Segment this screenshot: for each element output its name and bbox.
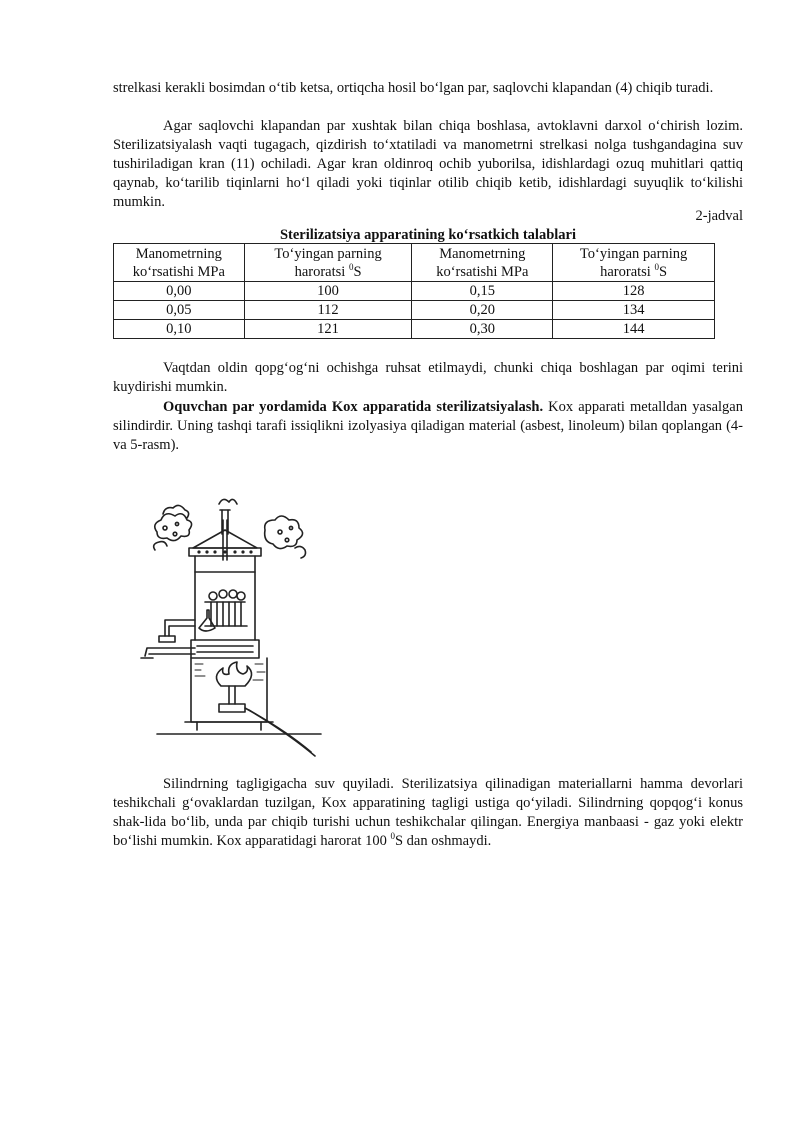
degree-superscript: 0 bbox=[348, 261, 354, 272]
table-cell: 0,15 bbox=[412, 282, 553, 301]
degree-superscript: 0 bbox=[390, 831, 395, 841]
degree-superscript: 0 bbox=[654, 261, 659, 272]
header-line: Manometrning bbox=[439, 245, 526, 262]
bold-heading: Oquvchan par yordamida Kox apparatida sterilizatsiyalash. bbox=[163, 399, 544, 415]
paragraph-1: strelkasi kerakli bosimdan o‘tib ketsa, ortiqcha hosil bo‘lgan par, saqlovchi klapandan (4) chiqib turadi. bbox=[113, 80, 714, 96]
table-row bbox=[114, 282, 715, 301]
header-line: ko‘rsatishi MPa bbox=[436, 263, 529, 280]
unit-letter: S bbox=[353, 263, 362, 280]
table-cell: 112 bbox=[244, 301, 412, 320]
header-cell-pressure-1 bbox=[114, 244, 245, 282]
table-row bbox=[114, 320, 715, 339]
table-header-row bbox=[114, 244, 715, 282]
header-line: To‘yingan parning bbox=[274, 245, 382, 262]
table-cell: 144 bbox=[553, 320, 715, 339]
table-cell: 0,00 bbox=[114, 282, 245, 301]
paragraph-5-text: Silindrning tagligigacha suv quyiladi. Sterilizatsiya qilinadigan materiallarni hamma devorlari teshikchali g‘ovaklardan tuzilgan, Kox apparatining tagligi ustiga qo‘yiladi. Silindrning qopqog‘i konus shak-lida bo‘lib, unda par chiqib turishi uchun teshikchalar qilingan. Energiya manbaasi - gaz yoki elektr bo‘lishi mumkin. Kox apparatidagi harorat 100 bbox=[113, 776, 743, 849]
header-line: haroratsi bbox=[294, 263, 349, 280]
table-cell: 0,20 bbox=[412, 301, 553, 320]
paragraph-5-end: S dan oshmaydi. bbox=[394, 833, 492, 849]
header-line: To‘yingan parning bbox=[579, 245, 688, 262]
header-line: haroratsi bbox=[600, 263, 655, 280]
table-number-label: 2-jadval bbox=[695, 208, 743, 224]
paragraph-2: Agar saqlovchi klapandan par xushtak bilan chiqa boshlasa, avtoklavni darxol o‘chirish lozim. Sterilizatsiyalash vaqti tugagach, qizdirish to‘xtatiladi va manometrni strelkasi nolga tushgandagina suv tushiriladigan kran (11) ochiladi. Agar kran oldinroq ochib yuborilsa, idishlardagi ozuq muhitlari qattiq qaynab, ko‘tarilib tiqinlarni ho‘l qiladi yoki tiqinlar otilib chiqib ketib, idishlardagi suyuqlik to‘kilishi mumkin. bbox=[113, 118, 743, 210]
header-cell-temperature-1 bbox=[244, 244, 412, 282]
table-cell: 134 bbox=[553, 301, 715, 320]
requirements-table bbox=[113, 243, 715, 339]
table-cell: 0,10 bbox=[114, 320, 245, 339]
header-cell-pressure-2 bbox=[412, 244, 553, 282]
table-cell: 128 bbox=[553, 282, 715, 301]
koch-apparatus-illustration bbox=[135, 490, 335, 770]
table-cell: 0,05 bbox=[114, 301, 245, 320]
paragraph-3: Vaqtdan oldin qopg‘og‘ni ochishga ruhsat etilmaydi, chunki chiqa boshlagan par oqimi terini kuydirishi mumkin. bbox=[113, 360, 743, 395]
table-title: Sterilizatsiya apparatining ko‘rsatkich talablari bbox=[279, 227, 577, 243]
paragraph-5 bbox=[113, 775, 743, 851]
unit-letter: S bbox=[658, 263, 668, 280]
table-cell: 100 bbox=[244, 282, 412, 301]
paragraph-4-text: Kox apparati metalldan yasalgan silindirdir. Uning tashqi tarafi issiqlikni izolyasiya qiladigan material (asbest, linoleum) bilan qoplangan (4- va 5-rasm). bbox=[113, 399, 743, 453]
table-cell: 121 bbox=[244, 320, 412, 339]
header-line: Manometrning bbox=[135, 245, 222, 262]
table-cell: 0,30 bbox=[412, 320, 553, 339]
header-line: ko‘rsatishi MPa bbox=[132, 263, 225, 280]
paragraph-4 bbox=[113, 398, 743, 455]
header-cell-temperature-2 bbox=[553, 244, 715, 282]
table-row bbox=[114, 301, 715, 320]
